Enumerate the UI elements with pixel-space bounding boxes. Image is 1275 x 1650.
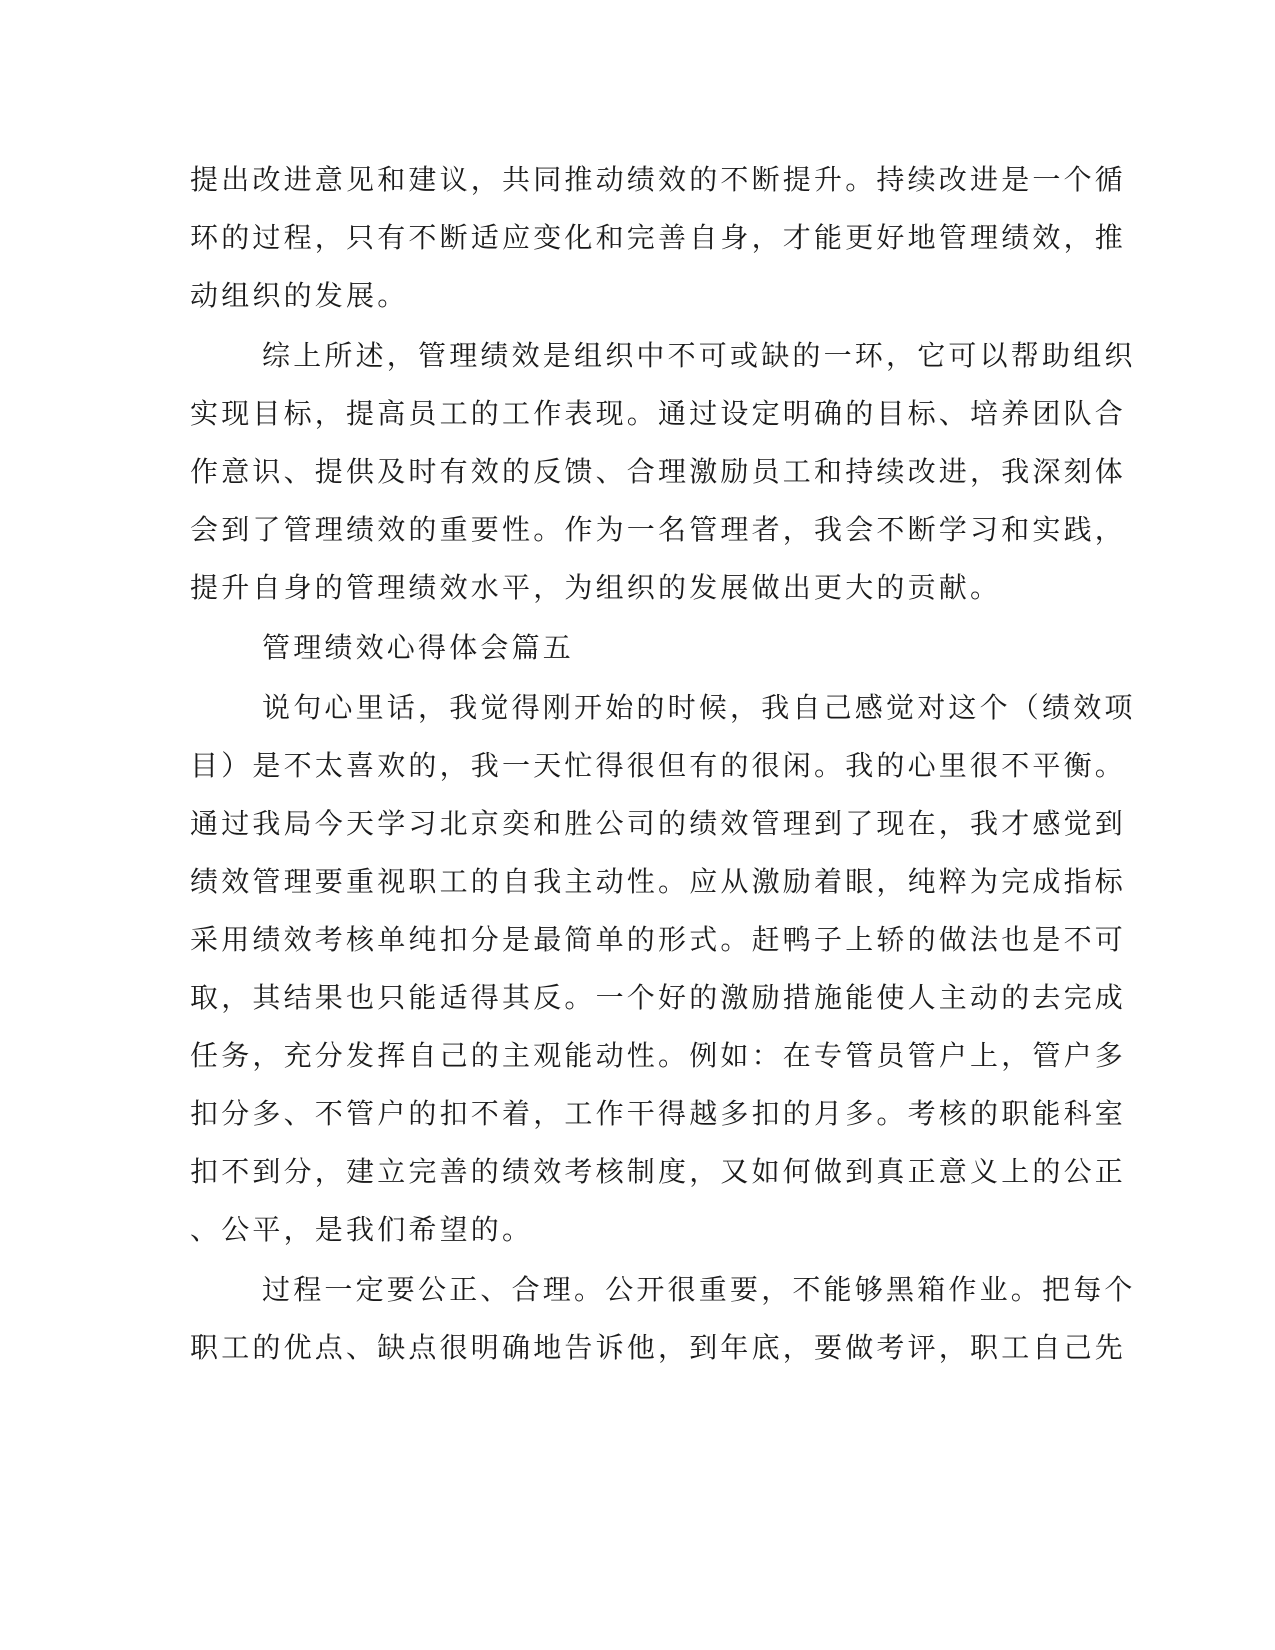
text-line: 职工的优点、缺点很明确地告诉他，到年底，要做考评，职工自己先 [190,1331,1127,1364]
paragraph-start-line: 说句心里话，我觉得刚开始的时候，我自己感觉对这个（绩效项 [262,691,1136,724]
text-line: 扣不到分，建立完善的绩效考核制度，又如何做到真正意义上的公正 [190,1155,1127,1188]
text-line: 实现目标，提高员工的工作表现。通过设定明确的目标、培养团队合 [190,397,1127,430]
text-line: 作意识、提供及时有效的反馈、合理激励员工和持续改进，我深刻体 [190,455,1127,488]
text-line: 会到了管理绩效的重要性。作为一名管理者，我会不断学习和实践， [190,513,1127,546]
text-line: 取，其结果也只能适得其反。一个好的激励措施能使人主动的去完成 [190,981,1127,1014]
text-line: 动组织的发展。 [190,279,409,312]
paragraph-start-line: 过程一定要公正、合理。公开很重要，不能够黑箱作业。把每个 [262,1273,1136,1306]
text-line: 绩效管理要重视职工的自我主动性。应从激励着眼，纯粹为完成指标 [190,865,1127,898]
text-line: 任务，充分发挥自己的主观能动性。例如：在专管员管户上，管户多 [190,1039,1127,1072]
section-heading: 管理绩效心得体会篇五 [262,631,575,664]
text-line: 通过我局今天学习北京奕和胜公司的绩效管理到了现在，我才感觉到 [190,807,1127,840]
paragraph-start-line: 综上所述，管理绩效是组织中不可或缺的一环，它可以帮助组织 [262,339,1136,372]
text-line: 提升自身的管理绩效水平，为组织的发展做出更大的贡献。 [190,571,1002,604]
text-line: 、公平，是我们希望的。 [190,1213,534,1246]
text-line: 采用绩效考核单纯扣分是最简单的形式。赶鸭子上轿的做法也是不可 [190,923,1127,956]
text-line: 扣分多、不管户的扣不着，工作干得越多扣的月多。考核的职能科室 [190,1097,1127,1130]
text-line: 环的过程，只有不断适应变化和完善自身，才能更好地管理绩效，推 [190,221,1127,254]
text-line: 提出改进意见和建议，共同推动绩效的不断提升。持续改进是一个循 [190,163,1127,196]
text-line: 目）是不太喜欢的，我一天忙得很但有的很闲。我的心里很不平衡。 [190,749,1127,782]
